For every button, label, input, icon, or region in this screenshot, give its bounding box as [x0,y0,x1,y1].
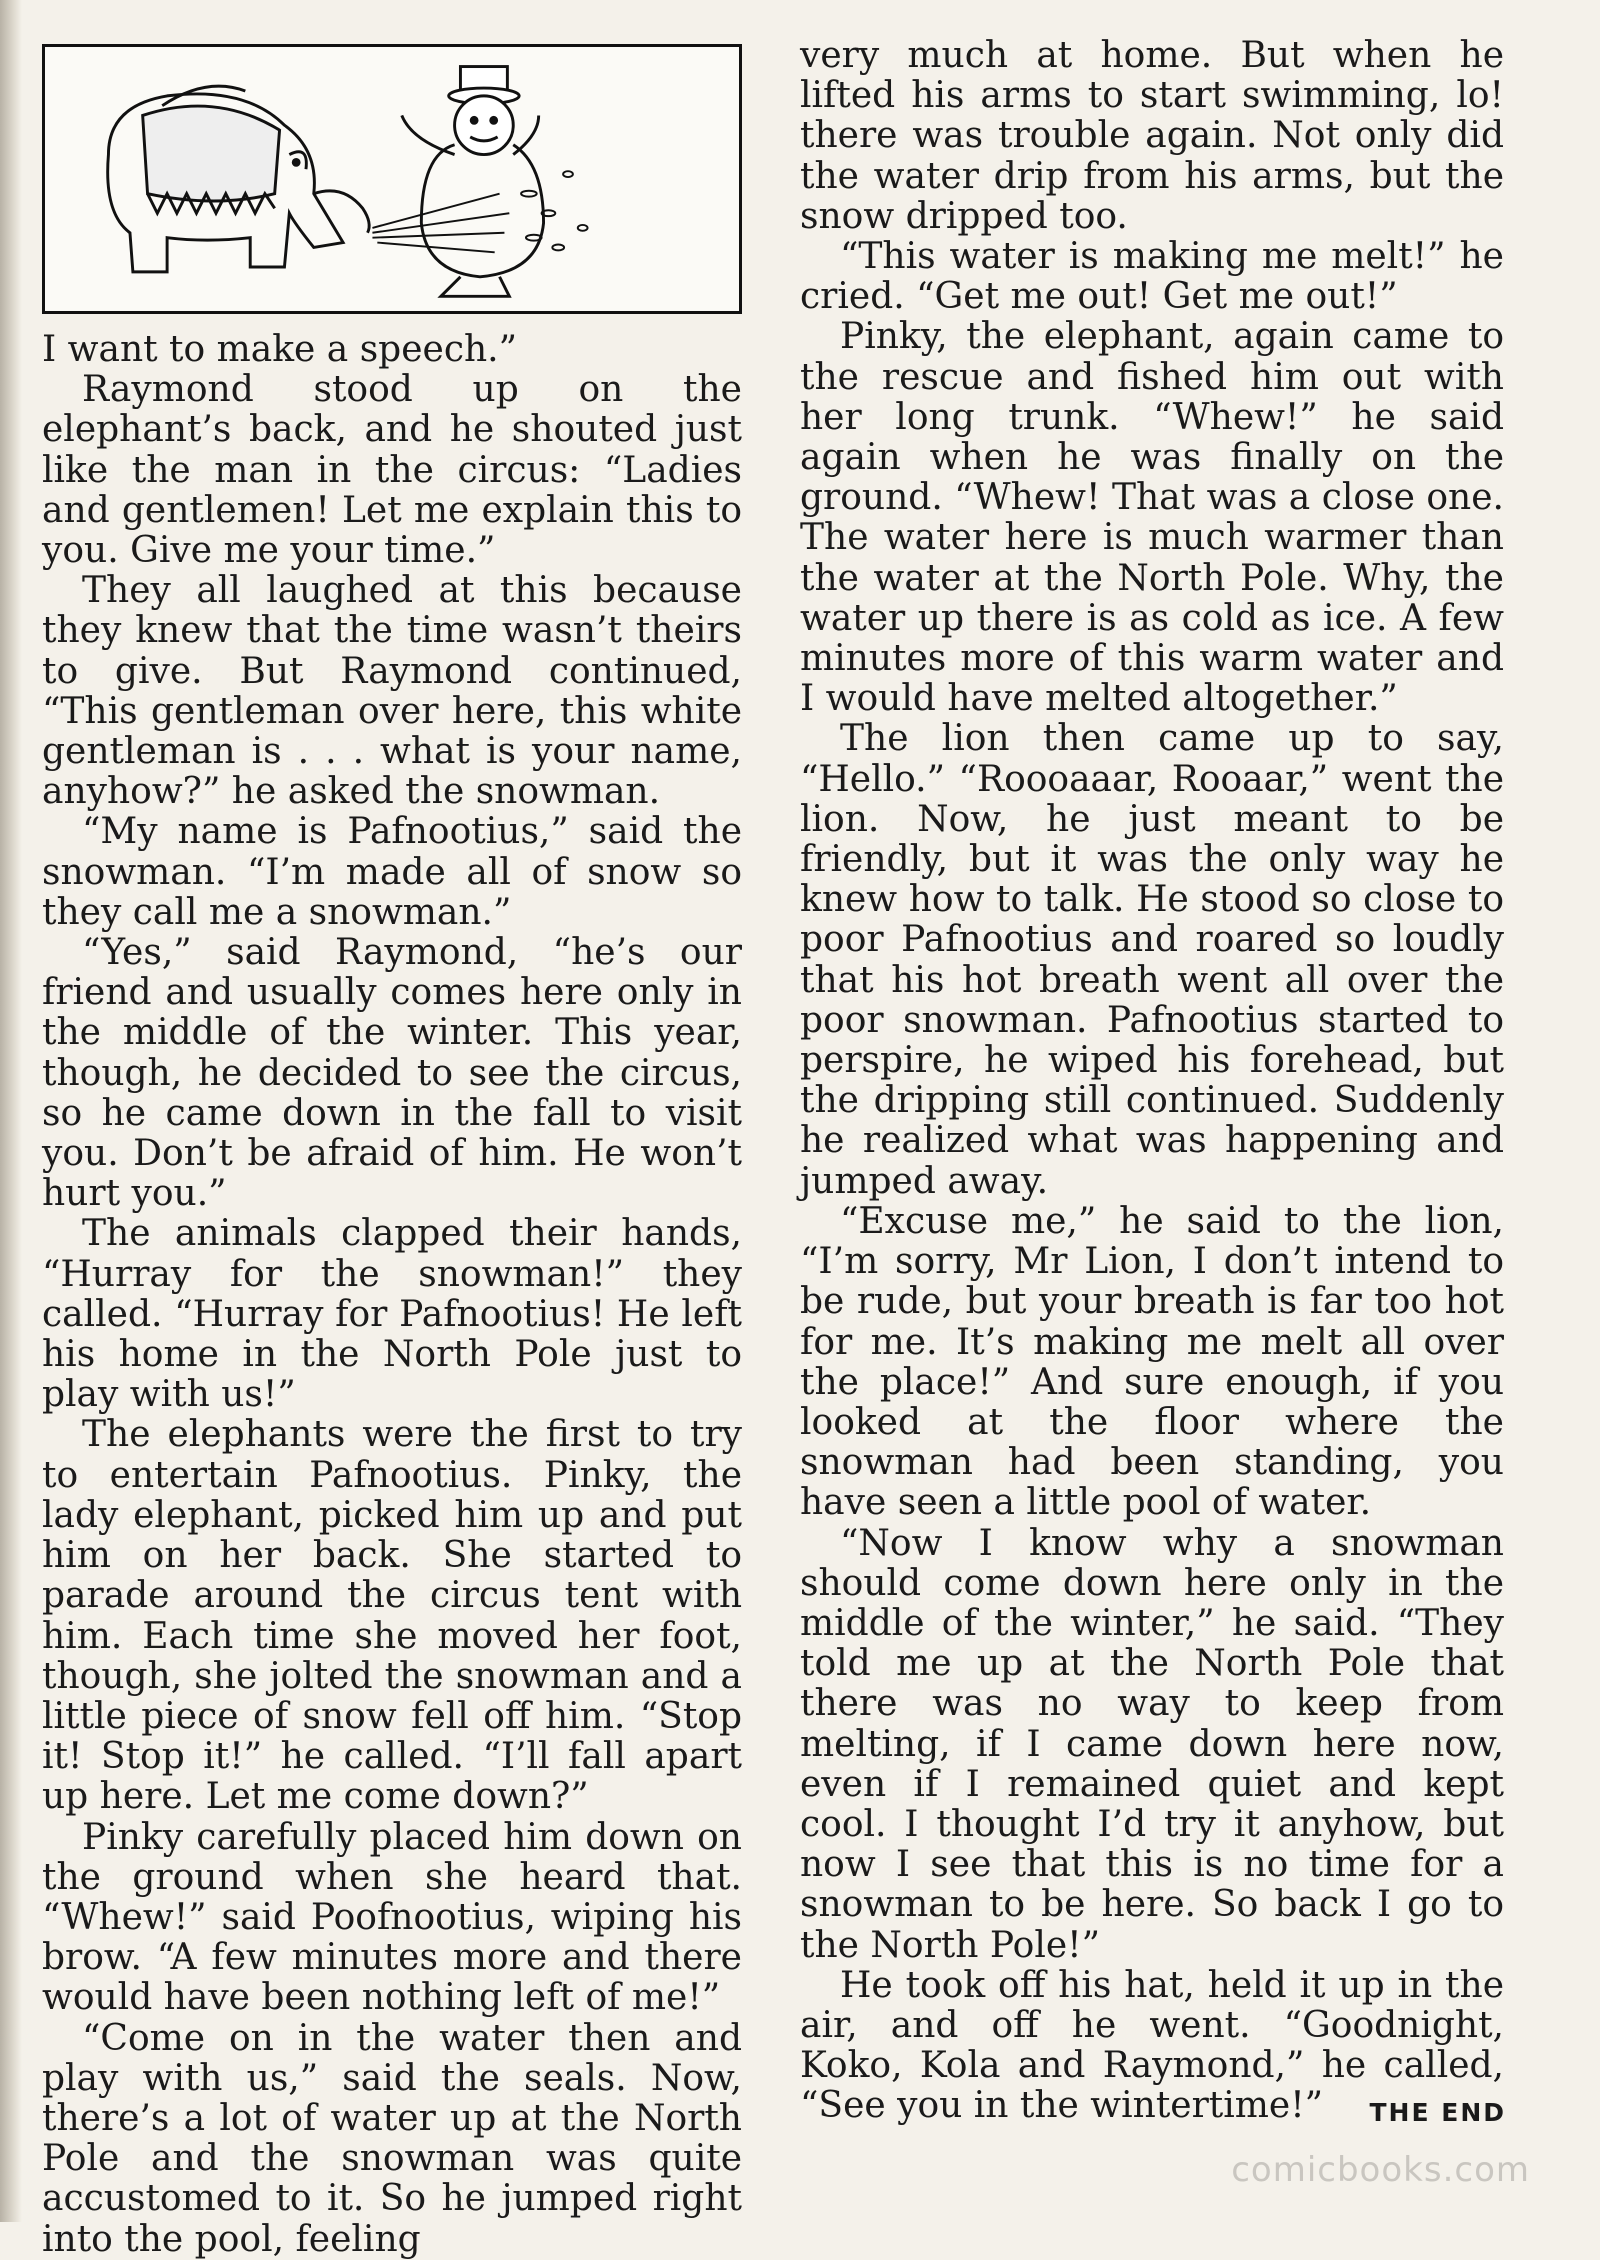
story-paragraph: “This water is making me melt!” he cried. “Get me out! Get me out!” [800,236,1504,318]
story-paragraph: “Yes,” said Raymond, “he’s our friend and usually comes here only in the middle of the winter. This year, though, he decided to see the circus, so he came down in the fall to visit you. Don’t be afraid of him. He won’t hurt you.” [42,932,742,1215]
story-paragraph: Raymond stood up on the elephant’s back, and he shouted just like the man in the circus: “Ladies and gentlemen! Let me explain this to you. Give me your time.” [42,369,742,572]
illustration-panel [42,44,742,314]
story-paragraph: He took off his hat, held it up in the air, and off he went. “Goodnight, Koko, Kola and Raymond,” he called, “See you in the wintertime!” [800,1964,1504,2127]
right-text-column [800,36,1504,2127]
story-paragraph: The animals clapped their hands, “Hurray for the snowman!” they called. “Hurray for Pafnootius! He left his home in the North Pole just to play with us!” [42,1213,742,1416]
snowman-figure [402,67,544,297]
story-paragraph: “Come on in the water then and play with us,” said the seals. Now, there’s a lot of water up at the North Pole and the snowman was quite accustomed to it. So he jumped right into the pool, feeling [42,2017,742,2260]
story-paragraph: They all laughed at this because they knew that the time wasn’t theirs to give. But Raymond continued, “This gentleman over here, this white gentleman is . . . what is your name, anyhow?” he asked the snowman. [42,570,742,813]
water-spray [372,171,587,252]
page-binding-edge [0,0,22,2222]
story-paragraph: “My name is Pafnootius,” said the snowman. “I’m made all of snow so they call me a snowman.” [42,811,742,933]
story-paragraph: very much at home. But when he lifted his arms to start swimming, lo! there was trouble again. Not only did the water drip from his arms, but the snow dripped too. [800,35,1504,237]
story-paragraph: “Now I know why a snowman should come down here only in the middle of the winter,” he said. “They told me up at the North Pole that there was no way to keep from melting, if I came down here now, even if I remained quiet and kept cool. I thought I’d try it anyhow, but now I see that this is no time for a snowman to be here. So back I go to the North Pole!” [800,1522,1504,1966]
elephant-spraying-snowman-illustration [45,47,739,311]
left-text-column [42,330,742,2260]
elephant-figure [108,86,370,272]
story-paragraph: Pinky carefully placed him down on the ground when she heard that. “Whew!” said Poofnootius, wiping his brow. “A few minutes more and there would have been nothing left of me!” [42,1816,742,2019]
story-paragraph: “Excuse me,” he said to the lion, “I’m sorry, Mr Lion, I don’t intend to be rude, but your breath is far too hot for me. It’s making me melt all over the place!” And sure enough, if you looked at the floor where the snowman had been standing, you have seen a little pool of water. [800,1200,1504,1524]
watermark: comicbooks.com [1231,2150,1530,2190]
story-paragraph: I want to make a speech.” [42,329,518,370]
story-paragraph: The lion then came up to say, “Hello.” “Roooaaar, Rooaar,” went the lion. Now, he just meant to be friendly, but it was the only way he knew how to talk. He stood so close to poor Pafnootius and roared so loudly that his hot breath went all over the poor snowman. Pafnootius started to perspire, he wiped his forehead, but the dripping still continued. Suddenly he realized what was happening and jumped away. [800,718,1504,1202]
story-paragraph: The elephants were the first to try to entertain Pafnootius. Pinky, the lady elephant, picked him up and put him on her back. She started to parade around the circus tent with him. Each time she moved her foot, though, she jolted the snowman and a little piece of snow fell off him. “Stop it! Stop it!” he called. “I’ll fall apart up here. Let me come down?” [42,1414,742,1818]
story-paragraph: Pinky, the elephant, again came to the rescue and fished him out with her long trunk. “Whew!” he said again when he was finally on the ground. “Whew! That was a close one. The water here is much warmer than the water at the North Pole. Why, the water up there is as cold as ice. A few minutes more of this warm water and I would have melted altogether.” [800,316,1504,720]
the-end-label: THE END [1369,2098,1506,2127]
